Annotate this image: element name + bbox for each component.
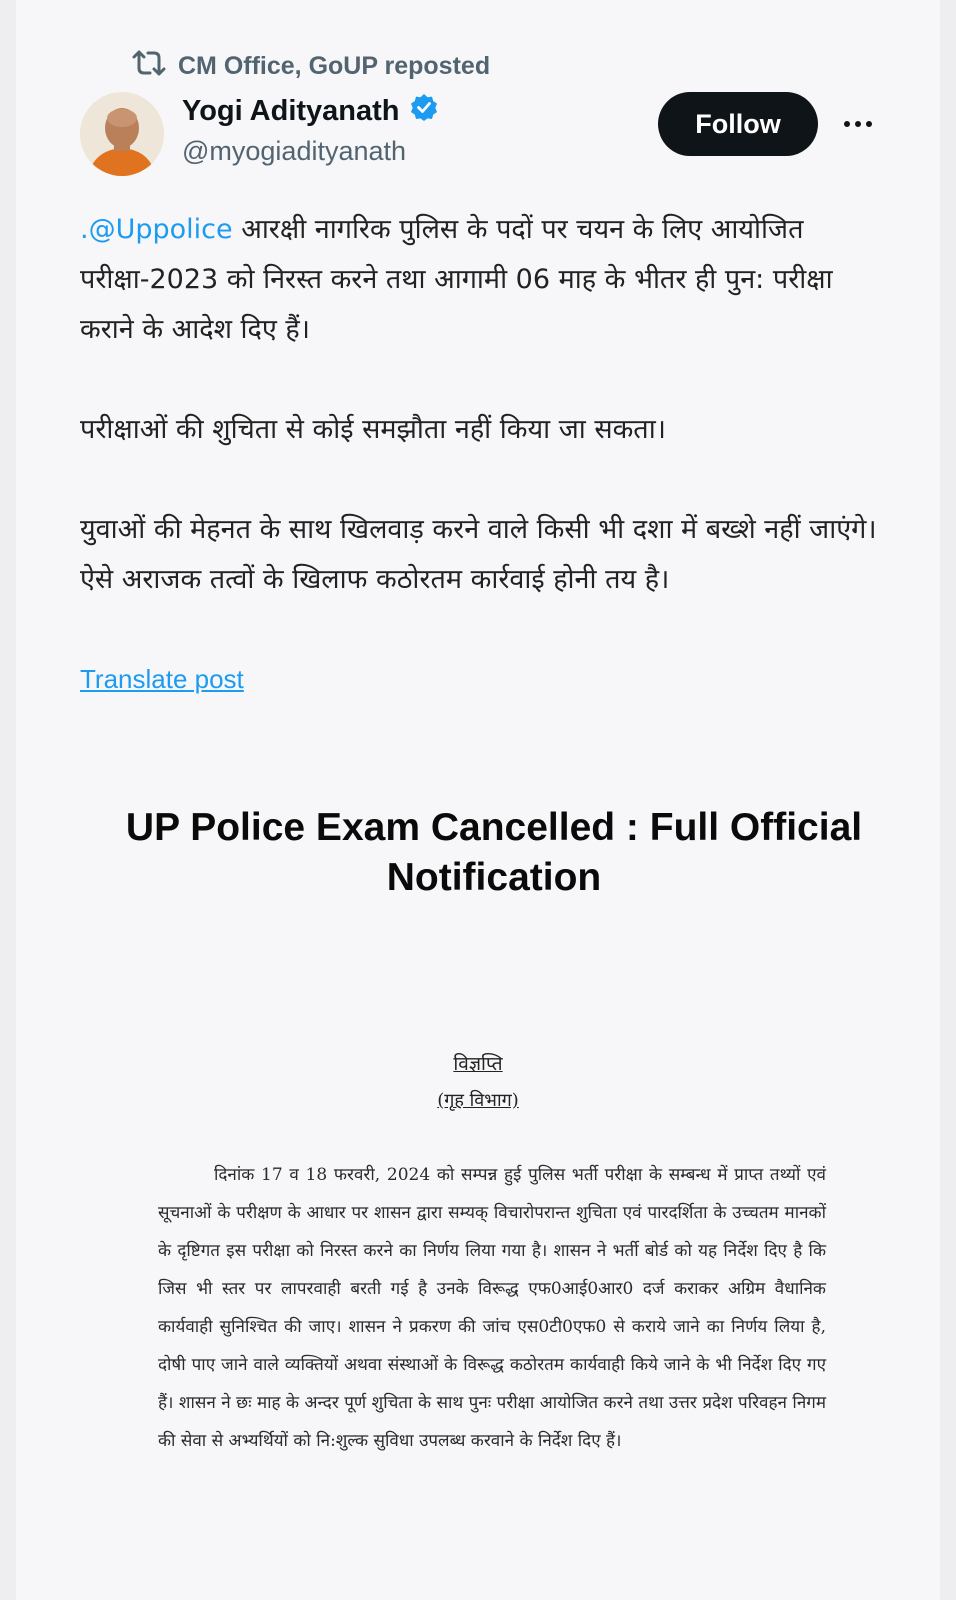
mention-link[interactable]: .@Uppolice xyxy=(80,214,233,245)
tweet-paragraph-3: युवाओं की मेहनत के साथ खिलवाड़ करने वाले किसी भी दशा में बख्शे नहीं जाएंगे। ऐसे अराजक तत्वों के खिलाफ कठोरतम कार्रवाई होनी तय है। xyxy=(80,514,877,595)
notice-subtitle: (गृह विभाग) xyxy=(437,1090,519,1111)
tweet-paragraph-1 xyxy=(80,205,880,355)
notice-title: विज्ञप्ति xyxy=(453,1053,503,1075)
headline: UP Police Exam Cancelled : Full Official Notification xyxy=(125,806,863,899)
tweet-paragraph-1-text: आरक्षी नागरिक पुलिस के पदों पर चयन के लिए आयोजित परीक्षा-2023 को निरस्त करने तथा आगामी 06 माह के भीतर ही पुन: परीक्षा कराने के आदेश दिए हैं। xyxy=(80,214,833,345)
verified-badge-icon xyxy=(410,93,438,129)
notice-body: दिनांक 17 व 18 फरवरी, 2024 को सम्पन्न हुई पुलिस भर्ती परीक्षा के सम्बन्ध में प्राप्त तथ्यों एवं सूचनाओं के परीक्षण के आधार पर शासन द्वारा सम्यक् विचारोपरान्त शुचिता एवं पारदर्शिता के उच्चतम मानकों के दृष्टिगत इस परीक्षा को निरस्त करने का निर्णय लिया गया है। शासन ने भर्ती बोर्ड को यह निर्देश दिए है कि जिस भी स्तर पर लापरवाही बरती गई है उनके विरूद्ध एफ0आई0आर0 दर्ज कराकर अग्रिम वैधानिक कार्यवाही सुनिश्चित की जाए। शासन ने प्रकरण की जांच एस0टी0एफ0 से कराये जाने का निर्णय लिया है, दोषी पाए जाने वाले व्यक्तियों अथवा संस्थाओं के विरूद्ध कठोरतम कार्यवाही किये जाने के भी निर्देश दिए गए हैं। शासन ने छः माह के अन्दर पूर्ण शुचिता के साथ पुनः परीक्षा आयोजित करने तथा उत्तर प्रदेश परिवहन निगम की सेवा से अभ्यर्थियों को नि:शुल्क सुविधा उपलब्ध करवाने के निर्देश दिए हैं। xyxy=(158,1165,826,1451)
display-name-text: Yogi Adityanath xyxy=(182,94,400,127)
repost-indicator[interactable] xyxy=(132,48,490,84)
repost-icon xyxy=(132,48,166,85)
screenshot-page xyxy=(16,0,940,1600)
tweet-body xyxy=(80,205,880,655)
display-name[interactable] xyxy=(182,92,438,130)
translate-post-link[interactable]: Translate post xyxy=(80,664,244,694)
user-handle[interactable]: @myogiadityanath xyxy=(182,136,407,166)
tweet-paragraph-2: परीक्षाओं की शुचिता से कोई समझौता नहीं किया जा सकता। xyxy=(80,414,666,445)
avatar[interactable] xyxy=(80,92,164,176)
more-options-icon[interactable] xyxy=(834,108,882,140)
repost-label: CM Office, GoUP reposted xyxy=(178,51,491,80)
follow-button[interactable]: Follow xyxy=(658,92,818,156)
